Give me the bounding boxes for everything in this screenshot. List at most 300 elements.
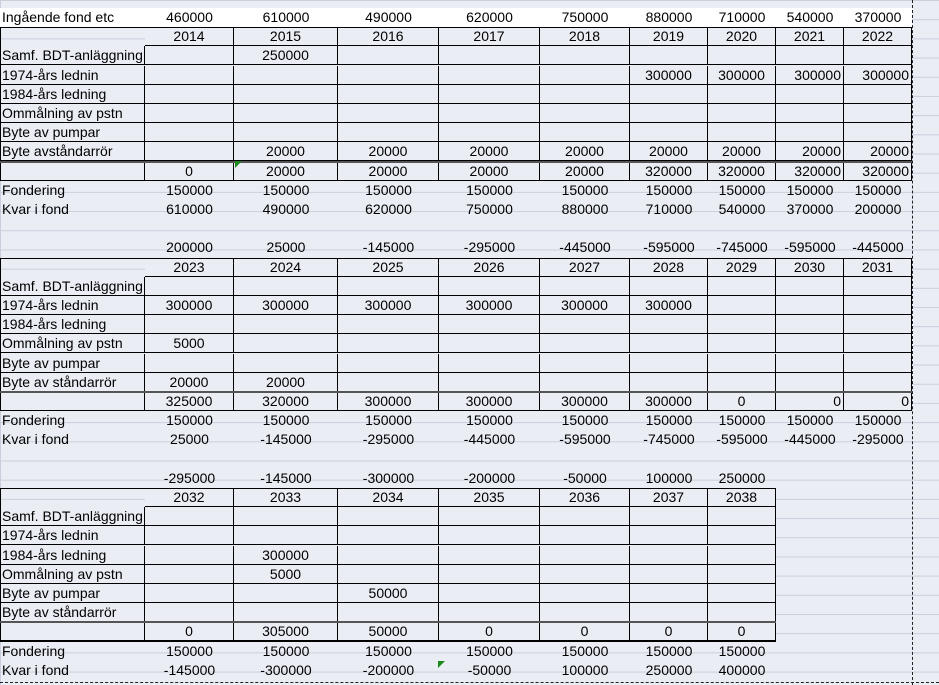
value-cell[interactable] [776,46,844,65]
value-cell[interactable]: 50000 [338,584,439,603]
value-cell[interactable] [338,123,439,142]
value-cell[interactable]: 2014 [145,27,234,46]
value-cell[interactable] [844,296,912,315]
value-cell[interactable]: 620000 [365,201,412,217]
value-cell[interactable]: 325000 [145,392,234,411]
row-label-cell[interactable] [0,469,145,488]
value-cell[interactable] [540,66,630,85]
value-cell[interactable]: 150000 [645,412,693,429]
value-cell[interactable]: 0 [844,392,912,411]
value-cell[interactable] [540,603,630,622]
value-cell[interactable]: 320000 [708,162,776,181]
row-label-cell[interactable] [0,258,145,277]
value-cell[interactable]: 2020 [708,27,776,46]
value-cell[interactable]: 320000 [630,162,708,181]
value-cell[interactable] [439,546,540,565]
value-cell[interactable]: 20000 [234,162,338,181]
value-cell[interactable] [708,85,776,104]
value-cell[interactable]: 2018 [540,27,630,46]
value-cell[interactable]: 20000 [234,373,338,392]
value-cell[interactable] [630,277,708,296]
value-cell[interactable] [708,334,776,353]
value-cell[interactable]: 20000 [776,142,844,161]
row-label-cell[interactable]: Byte av ståndarrör [0,603,145,622]
value-cell[interactable]: 370000 [786,201,834,217]
value-cell[interactable]: 200000 [166,239,213,256]
value-cell[interactable] [338,104,439,123]
value-cell[interactable] [540,277,630,296]
value-cell[interactable] [630,104,708,123]
value-cell[interactable]: 2015 [234,27,338,46]
value-cell[interactable] [844,104,912,123]
value-cell[interactable] [338,526,439,545]
value-cell[interactable] [234,85,338,104]
value-cell[interactable] [439,565,540,584]
value-cell[interactable] [776,315,844,334]
value-cell[interactable] [338,603,439,622]
value-cell[interactable]: 150000 [262,642,310,659]
value-cell[interactable]: 320000 [234,392,338,411]
value-cell[interactable]: -300000 [260,661,312,678]
value-cell[interactable]: 880000 [561,201,609,217]
row-label-cell[interactable] [0,238,145,257]
value-cell[interactable] [540,46,630,65]
value-cell[interactable] [439,46,540,65]
value-cell[interactable]: 250000 [718,469,766,486]
value-cell[interactable]: 150000 [645,642,693,659]
value-cell[interactable] [630,373,708,392]
value-cell[interactable]: 400000 [718,661,766,678]
comment-indicator-icon[interactable] [438,661,445,668]
value-cell[interactable] [708,373,776,392]
row-label-cell[interactable] [0,488,145,507]
row-label-cell[interactable]: 1984-års ledning [0,546,145,565]
row-label-cell[interactable]: Ommålning av pstn [0,565,145,584]
value-cell[interactable]: -295000 [163,469,216,486]
value-cell[interactable]: 300000 [776,66,844,85]
value-cell[interactable] [708,123,776,142]
value-cell[interactable]: -745000 [716,239,768,256]
value-cell[interactable] [776,85,844,104]
value-cell[interactable] [439,85,540,104]
value-cell[interactable]: 300000 [540,296,630,315]
value-cell[interactable]: 5000 [145,334,234,353]
value-cell[interactable] [630,85,708,104]
value-cell[interactable] [540,104,630,123]
value-cell[interactable] [145,565,234,584]
value-cell[interactable] [145,123,234,142]
value-cell[interactable]: 0 [776,392,844,411]
value-cell[interactable]: 2026 [439,258,540,277]
value-cell[interactable] [234,66,338,85]
row-label-cell[interactable]: Fondering [2,181,66,198]
row-label-cell[interactable]: Ingående fond etc [0,8,145,27]
value-cell[interactable]: 2033 [234,488,338,507]
row-label-cell[interactable]: 1974-års lednin [0,526,145,545]
value-cell[interactable] [630,584,708,603]
value-cell[interactable] [234,315,338,334]
value-cell[interactable] [145,354,234,373]
value-cell[interactable]: 320000 [776,162,844,181]
value-cell[interactable] [630,334,708,353]
value-cell[interactable] [540,123,630,142]
value-cell[interactable]: 150000 [466,181,513,198]
value-cell[interactable] [540,526,630,545]
row-label-cell[interactable]: Ommålning av pstn [0,334,145,353]
value-cell[interactable]: -200000 [362,661,415,678]
value-cell[interactable] [540,334,630,353]
value-cell[interactable]: -595000 [643,239,695,256]
value-cell[interactable] [338,565,439,584]
value-cell[interactable] [145,584,234,603]
value-cell[interactable]: 20000 [439,162,540,181]
value-cell[interactable] [145,315,234,334]
value-cell[interactable]: 150000 [645,181,693,198]
row-label-cell[interactable]: Byte av pumpar [0,584,145,603]
value-cell[interactable]: 2021 [776,27,844,46]
value-cell[interactable] [439,104,540,123]
value-cell[interactable] [630,603,708,622]
value-cell[interactable]: 2023 [145,258,234,277]
value-cell[interactable]: 20000 [234,142,338,161]
value-cell[interactable] [708,584,776,603]
value-cell[interactable]: 620000 [439,8,540,27]
value-cell[interactable]: 610000 [234,8,338,27]
value-cell[interactable] [540,507,630,526]
value-cell[interactable]: 2025 [338,258,439,277]
value-cell[interactable] [540,85,630,104]
value-cell[interactable] [844,277,912,296]
value-cell[interactable]: 2036 [540,488,630,507]
value-cell[interactable]: 2034 [338,488,439,507]
value-cell[interactable] [540,354,630,373]
value-cell[interactable]: 150000 [786,181,834,198]
value-cell[interactable]: 710000 [645,201,693,217]
value-cell[interactable]: 200000 [854,201,902,217]
value-cell[interactable]: 150000 [718,181,766,198]
value-cell[interactable]: 0 [145,162,234,181]
value-cell[interactable]: 150000 [854,412,902,429]
row-label-cell[interactable] [0,162,145,181]
value-cell[interactable]: -595000 [559,431,611,448]
value-cell[interactable] [439,373,540,392]
value-cell[interactable] [439,507,540,526]
value-cell[interactable]: -445000 [784,431,836,448]
row-label-cell[interactable]: Samf. BDT-anläggning [0,46,145,65]
value-cell[interactable]: -145000 [362,239,415,256]
value-cell[interactable] [145,507,234,526]
value-cell[interactable] [145,104,234,123]
value-cell[interactable] [708,507,776,526]
value-cell[interactable]: 300000 [338,392,439,411]
value-cell[interactable] [776,123,844,142]
value-cell[interactable]: 320000 [844,162,912,181]
value-cell[interactable] [338,85,439,104]
value-cell[interactable] [708,104,776,123]
value-cell[interactable] [145,526,234,545]
row-label-cell[interactable] [0,27,145,46]
value-cell[interactable] [776,277,844,296]
value-cell[interactable]: 300000 [439,296,540,315]
row-label-cell[interactable]: Samf. BDT-anläggning [0,507,145,526]
value-cell[interactable]: 20000 [708,142,776,161]
value-cell[interactable]: 2028 [630,258,708,277]
row-label-cell[interactable]: Kvar i fond [2,661,69,678]
value-cell[interactable]: 300000 [439,392,540,411]
value-cell[interactable] [338,507,439,526]
value-cell[interactable] [630,526,708,545]
value-cell[interactable] [234,104,338,123]
value-cell[interactable]: 305000 [234,622,338,641]
value-cell[interactable]: 2022 [844,27,912,46]
value-cell[interactable]: 150000 [786,412,834,429]
value-cell[interactable]: 2016 [338,27,439,46]
value-cell[interactable] [234,584,338,603]
value-cell[interactable]: 150000 [561,642,609,659]
value-cell[interactable]: 300000 [708,66,776,85]
value-cell[interactable] [540,315,630,334]
value-cell[interactable]: 300000 [234,546,338,565]
value-cell[interactable]: 880000 [630,8,708,27]
comment-indicator-icon[interactable] [235,161,242,168]
value-cell[interactable]: 2017 [439,27,540,46]
value-cell[interactable] [844,46,912,65]
value-cell[interactable] [844,85,912,104]
value-cell[interactable]: 300000 [145,296,234,315]
value-cell[interactable] [540,546,630,565]
row-label-cell[interactable]: Kvar i fond [2,431,69,448]
value-cell[interactable]: 5000 [234,565,338,584]
value-cell[interactable]: 150000 [262,412,310,429]
value-cell[interactable] [338,354,439,373]
value-cell[interactable]: 100000 [645,469,693,486]
value-cell[interactable] [630,315,708,334]
value-cell[interactable] [234,526,338,545]
value-cell[interactable]: 250000 [234,46,338,65]
value-cell[interactable]: 0 [708,392,776,411]
value-cell[interactable]: -295000 [362,431,415,448]
row-label-cell[interactable] [0,392,145,411]
value-cell[interactable]: 25000 [170,431,209,448]
value-cell[interactable]: 100000 [561,661,609,678]
value-cell[interactable] [708,277,776,296]
value-cell[interactable] [708,296,776,315]
value-cell[interactable]: 150000 [166,412,213,429]
value-cell[interactable]: 300000 [630,392,708,411]
value-cell[interactable]: 250000 [645,661,693,678]
value-cell[interactable]: 50000 [338,622,439,641]
value-cell[interactable] [776,354,844,373]
value-cell[interactable] [338,46,439,65]
row-label-cell[interactable]: Fondering [2,642,66,659]
value-cell[interactable]: -300000 [362,469,415,486]
value-cell[interactable]: 300000 [844,66,912,85]
value-cell[interactable] [439,315,540,334]
value-cell[interactable]: -50000 [467,661,512,678]
value-cell[interactable] [439,123,540,142]
value-cell[interactable] [708,546,776,565]
row-label-cell[interactable]: Samf. BDT-anläggning [0,277,145,296]
value-cell[interactable]: 20000 [338,142,439,161]
value-cell[interactable]: 150000 [466,642,513,659]
row-label-cell[interactable]: Fondering [2,412,66,429]
value-cell[interactable]: 20000 [338,162,439,181]
value-cell[interactable] [630,46,708,65]
value-cell[interactable]: 150000 [718,642,766,659]
value-cell[interactable]: 20000 [630,142,708,161]
value-cell[interactable] [630,354,708,373]
value-cell[interactable] [844,373,912,392]
value-cell[interactable] [630,507,708,526]
value-cell[interactable]: 150000 [166,181,213,198]
value-cell[interactable] [338,373,439,392]
value-cell[interactable]: -595000 [716,431,768,448]
value-cell[interactable] [844,123,912,142]
value-cell[interactable] [708,315,776,334]
value-cell[interactable]: 610000 [166,201,213,217]
value-cell[interactable]: -145000 [260,469,312,486]
row-label-cell[interactable]: Byte av pumpar [0,123,145,142]
value-cell[interactable]: 150000 [262,181,310,198]
value-cell[interactable]: 490000 [262,201,310,217]
value-cell[interactable]: 300000 [234,296,338,315]
value-cell[interactable] [234,354,338,373]
value-cell[interactable] [145,85,234,104]
value-cell[interactable] [776,373,844,392]
value-cell[interactable] [540,373,630,392]
value-cell[interactable]: 25000 [266,239,306,256]
value-cell[interactable]: 0 [708,622,776,641]
value-cell[interactable]: -445000 [559,239,611,256]
value-cell[interactable] [439,603,540,622]
value-cell[interactable] [630,123,708,142]
value-cell[interactable] [708,565,776,584]
value-cell[interactable]: 20000 [145,373,234,392]
value-cell[interactable]: 540000 [776,8,844,27]
value-cell[interactable] [145,66,234,85]
value-cell[interactable]: 460000 [145,8,234,27]
row-label-cell[interactable]: Byte avståndarrör [0,142,145,161]
value-cell[interactable]: 710000 [708,8,776,27]
value-cell[interactable] [145,142,234,161]
value-cell[interactable] [145,277,234,296]
value-cell[interactable]: 2024 [234,258,338,277]
value-cell[interactable]: 150000 [854,181,902,198]
value-cell[interactable]: 2032 [145,488,234,507]
value-cell[interactable]: 20000 [540,162,630,181]
value-cell[interactable] [844,315,912,334]
value-cell[interactable] [234,507,338,526]
value-cell[interactable]: -200000 [463,469,516,486]
value-cell[interactable] [776,334,844,353]
row-label-cell[interactable]: Kvar i fond [2,201,69,217]
value-cell[interactable] [439,334,540,353]
value-cell[interactable]: -745000 [643,431,695,448]
value-cell[interactable]: 2027 [540,258,630,277]
value-cell[interactable]: 150000 [466,412,513,429]
value-cell[interactable]: 2030 [776,258,844,277]
row-label-cell[interactable]: 1984-års ledning [0,315,145,334]
value-cell[interactable] [776,104,844,123]
value-cell[interactable]: 20000 [540,142,630,161]
value-cell[interactable]: -145000 [260,431,312,448]
value-cell[interactable]: 2035 [439,488,540,507]
value-cell[interactable]: 150000 [561,412,609,429]
row-label-cell[interactable]: Ommålning av pstn [0,104,145,123]
value-cell[interactable]: 0 [145,622,234,641]
value-cell[interactable]: -50000 [563,469,607,486]
value-cell[interactable]: 750000 [540,8,630,27]
value-cell[interactable] [338,315,439,334]
value-cell[interactable] [145,603,234,622]
value-cell[interactable] [338,546,439,565]
value-cell[interactable] [145,546,234,565]
value-cell[interactable] [145,46,234,65]
value-cell[interactable] [439,354,540,373]
row-label-cell[interactable]: 1984-års ledning [0,85,145,104]
value-cell[interactable]: 0 [439,622,540,641]
value-cell[interactable]: 20000 [439,142,540,161]
value-cell[interactable] [630,546,708,565]
value-cell[interactable]: -595000 [784,239,836,256]
value-cell[interactable] [540,565,630,584]
value-cell[interactable] [234,277,338,296]
value-cell[interactable] [439,584,540,603]
value-cell[interactable] [844,334,912,353]
value-cell[interactable]: 0 [540,622,630,641]
value-cell[interactable]: 2019 [630,27,708,46]
value-cell[interactable] [708,46,776,65]
value-cell[interactable]: 150000 [365,181,412,198]
value-cell[interactable] [338,277,439,296]
value-cell[interactable] [540,584,630,603]
value-cell[interactable] [338,66,439,85]
value-cell[interactable] [439,526,540,545]
value-cell[interactable]: 300000 [540,392,630,411]
value-cell[interactable]: -295000 [463,239,516,256]
value-cell[interactable]: 20000 [844,142,912,161]
value-cell[interactable]: 300000 [630,296,708,315]
value-cell[interactable]: 490000 [338,8,439,27]
row-label-cell[interactable]: 1974-års lednin [0,66,145,85]
value-cell[interactable]: 150000 [365,642,412,659]
value-cell[interactable]: 540000 [718,201,766,217]
value-cell[interactable]: 2029 [708,258,776,277]
value-cell[interactable] [630,565,708,584]
row-label-cell[interactable]: 1974-års lednin [0,296,145,315]
row-label-cell[interactable]: Byte av pumpar [0,354,145,373]
value-cell[interactable]: 370000 [844,8,912,27]
row-label-cell[interactable]: Byte av ståndarrör [0,373,145,392]
value-cell[interactable]: 300000 [338,296,439,315]
value-cell[interactable]: 750000 [466,201,513,217]
value-cell[interactable]: -445000 [852,239,904,256]
value-cell[interactable] [234,123,338,142]
value-cell[interactable] [234,334,338,353]
value-cell[interactable]: 150000 [561,181,609,198]
value-cell[interactable] [708,603,776,622]
value-cell[interactable]: 300000 [630,66,708,85]
value-cell[interactable] [439,277,540,296]
value-cell[interactable]: -295000 [852,431,904,448]
value-cell[interactable] [338,334,439,353]
value-cell[interactable] [234,603,338,622]
value-cell[interactable]: 150000 [166,642,213,659]
value-cell[interactable] [776,296,844,315]
value-cell[interactable]: 150000 [365,412,412,429]
row-label-cell[interactable] [0,622,145,641]
value-cell[interactable] [708,354,776,373]
